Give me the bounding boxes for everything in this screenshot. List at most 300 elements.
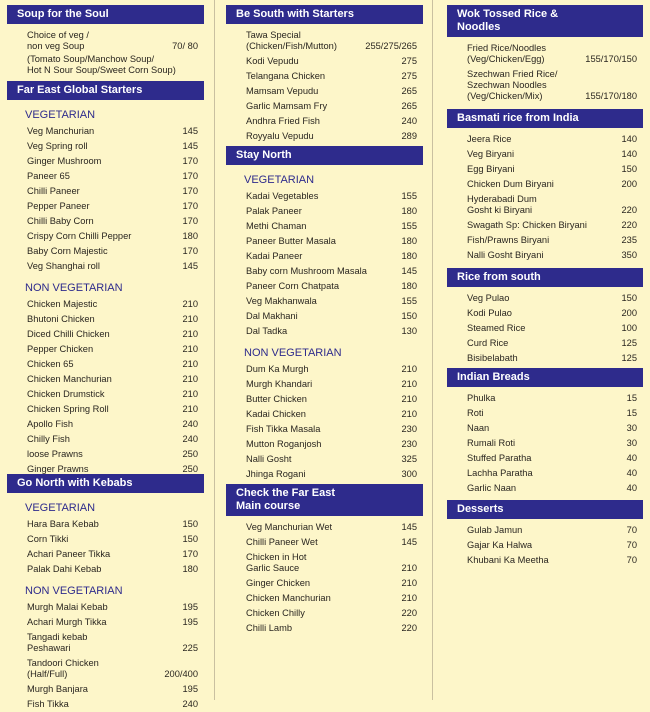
item-price: 145	[401, 266, 417, 276]
menu-item	[27, 432, 198, 447]
menu-section	[236, 5, 417, 144]
item-name: Tangadi kebab Peshawari	[27, 632, 88, 653]
menu-section	[457, 268, 637, 366]
item-name: Gulab Jamun	[467, 525, 523, 535]
item-price: 180	[401, 236, 417, 246]
menu-item	[467, 481, 637, 496]
menu-item	[246, 362, 417, 377]
item-name: Methi Chaman	[246, 221, 307, 231]
item-name: Garlic Naan	[467, 483, 517, 493]
menu-item	[246, 279, 417, 294]
item-name: Swagath Sp: Chicken Biryani	[467, 220, 587, 230]
item-name: Choice of veg / non veg Soup	[27, 30, 90, 51]
menu-item	[246, 114, 417, 129]
item-name: Paneer Corn Chatpata	[246, 281, 340, 291]
menu-item	[246, 264, 417, 279]
item-name: Chilly Fish	[27, 434, 70, 444]
item-price: 220	[621, 205, 637, 215]
item-name: Palak Paneer	[246, 206, 302, 216]
item-price: 210	[401, 364, 417, 374]
menu-item	[246, 309, 417, 324]
item-price: 30	[626, 423, 637, 433]
menu-item	[467, 248, 637, 263]
column-divider	[432, 0, 433, 700]
item-name: Szechwan Fried Rice/ Szechwan Noodles (Veg/Chicken/Mix)	[467, 69, 558, 101]
menu-item	[246, 28, 417, 54]
item-price: 210	[182, 329, 198, 339]
menu-item	[246, 377, 417, 392]
item-price: 30	[626, 438, 637, 448]
diet-subheading: NON VEGETARIAN	[25, 585, 123, 597]
item-price: 150	[621, 293, 637, 303]
menu-item	[246, 606, 417, 621]
item-name: Achari Paneer Tikka	[27, 549, 111, 559]
item-price: 170	[182, 156, 198, 166]
item-name: Veg Manchurian	[27, 126, 95, 136]
menu-item	[27, 562, 198, 577]
item-name: Veg Spring roll	[27, 141, 88, 151]
item-price: 145	[401, 537, 417, 547]
menu-item	[467, 177, 637, 192]
item-price: 125	[621, 338, 637, 348]
item-price: 70	[626, 555, 637, 565]
menu-item	[246, 437, 417, 452]
section-header: Indian Breads	[447, 368, 643, 387]
item-price: 170	[182, 171, 198, 181]
item-price: 150	[401, 311, 417, 321]
item-name: Nalli Gosht Biryani	[467, 250, 544, 260]
menu-item	[27, 402, 198, 417]
item-name: Jhinga Rogani	[246, 469, 306, 479]
item-price: 150	[621, 164, 637, 174]
menu-item	[467, 291, 637, 306]
item-price: 125	[621, 353, 637, 363]
menu-item	[27, 327, 198, 342]
item-price: 180	[182, 564, 198, 574]
item-price: 145	[182, 261, 198, 271]
menu-item	[27, 199, 198, 214]
item-name: Butter Chicken	[246, 394, 307, 404]
section-header: Check the Far East Main course	[226, 484, 423, 516]
item-price: 240	[401, 116, 417, 126]
item-name: Chicken Spring Roll	[27, 404, 109, 414]
item-price: 170	[182, 201, 198, 211]
item-name: Chicken 65	[27, 359, 74, 369]
item-name: Baby corn Mushroom Masala	[246, 266, 367, 276]
item-price: 15	[626, 393, 637, 403]
item-price: 300	[401, 469, 417, 479]
menu-item	[246, 452, 417, 467]
section-header: Desserts	[447, 500, 643, 519]
item-price: 230	[401, 424, 417, 434]
menu-item	[246, 249, 417, 264]
menu-item	[467, 192, 637, 218]
item-name: Tawa Special (Chicken/Fish/Mutton)	[246, 30, 337, 51]
section-note: (Tomato Soup/Manchow Soup/ Hot N Sour Soup/Sweet Corn Soup)	[27, 54, 176, 75]
item-name: Veg Manchurian Wet	[246, 522, 333, 532]
diet-subheading: VEGETARIAN	[244, 174, 315, 186]
item-name: Diced Chilli Chicken	[27, 329, 110, 339]
item-name: Egg Biryani	[467, 164, 515, 174]
item-price: 130	[401, 326, 417, 336]
section-header: Far East Global Starters	[7, 81, 204, 100]
item-price: 265	[401, 86, 417, 96]
item-name: Rumali Roti	[467, 438, 516, 448]
item-price: 210	[182, 404, 198, 414]
item-name: loose Prawns	[27, 449, 83, 459]
item-name: Chicken Manchurian	[27, 374, 112, 384]
item-price: 155/170/150	[585, 54, 637, 64]
menu-item	[246, 591, 417, 606]
item-price: 155/170/180	[585, 91, 637, 101]
menu-item	[467, 233, 637, 248]
menu-item	[27, 600, 198, 615]
item-price: 275	[401, 56, 417, 66]
item-name: Veg Makhanwala	[246, 296, 317, 306]
menu-item	[246, 204, 417, 219]
menu-item	[27, 154, 198, 169]
item-price: 240	[182, 434, 198, 444]
section-header: Be South with Starters	[226, 5, 423, 24]
menu-section	[457, 109, 637, 263]
menu-item	[246, 550, 417, 576]
item-price: 210	[401, 593, 417, 603]
item-price: 210	[401, 578, 417, 588]
item-price: 235	[621, 235, 637, 245]
item-name: Bisibelabath	[467, 353, 518, 363]
item-price: 195	[182, 602, 198, 612]
item-name: Chicken Drumstick	[27, 389, 105, 399]
menu-item	[246, 422, 417, 437]
menu-item	[27, 656, 198, 682]
item-name: Roti	[467, 408, 484, 418]
item-price: 70	[626, 525, 637, 535]
item-price: 195	[182, 684, 198, 694]
menu-item	[467, 391, 637, 406]
item-price: 155	[401, 221, 417, 231]
item-price: 170	[182, 549, 198, 559]
item-price: 265	[401, 101, 417, 111]
menu-item	[246, 467, 417, 482]
item-name: Jeera Rice	[467, 134, 512, 144]
item-name: Murgh Banjara	[27, 684, 88, 694]
menu-item	[27, 244, 198, 259]
item-name: Dum Ka Murgh	[246, 364, 309, 374]
diet-subheading: VEGETARIAN	[25, 109, 96, 121]
item-price: 40	[626, 468, 637, 478]
item-name: Gajar Ka Halwa	[467, 540, 533, 550]
item-price: 220	[401, 608, 417, 618]
item-name: Tandoori Chicken (Half/Full)	[27, 658, 99, 679]
menu-item	[27, 124, 198, 139]
item-name: Phulka	[467, 393, 496, 403]
menu-item	[467, 406, 637, 421]
menu-item	[27, 214, 198, 229]
menu-item	[27, 447, 198, 462]
menu-item	[27, 532, 198, 547]
item-price: 210	[182, 359, 198, 369]
item-name: Chicken Manchurian	[246, 593, 331, 603]
item-name: Nalli Gosht	[246, 454, 292, 464]
item-price: 255/275/265	[365, 41, 417, 51]
item-price: 210	[401, 394, 417, 404]
item-name: Kadai Vegetables	[246, 191, 319, 201]
menu-item	[246, 69, 417, 84]
item-name: Chilli Lamb	[246, 623, 292, 633]
section-header: Stay North	[226, 146, 423, 165]
item-name: Curd Rice	[467, 338, 509, 348]
item-name: Dal Makhani	[246, 311, 298, 321]
menu-item	[27, 184, 198, 199]
menu-item	[467, 553, 637, 568]
item-price: 195	[182, 617, 198, 627]
menu-item	[467, 162, 637, 177]
item-price: 200/400	[164, 669, 198, 679]
item-name: Chicken in Hot Garlic Sauce	[246, 552, 307, 573]
item-name: Paneer 65	[27, 171, 70, 181]
item-price: 240	[182, 699, 198, 709]
section-header: Soup for the Soul	[7, 5, 204, 24]
item-name: Hyderabadi Dum Gosht ki Biryani	[467, 194, 537, 215]
section-header: Go North with Kebabs	[7, 474, 204, 493]
menu-item	[27, 312, 198, 327]
item-price: 15	[626, 408, 637, 418]
item-name: Chicken Chilly	[246, 608, 305, 618]
item-name: Palak Dahi Kebab	[27, 564, 102, 574]
menu-item	[246, 234, 417, 249]
section-header: Basmati rice from India	[447, 109, 643, 128]
menu-item	[27, 139, 198, 154]
item-name: Corn Tikki	[27, 534, 69, 544]
item-price: 220	[621, 220, 637, 230]
menu-item	[246, 576, 417, 591]
item-name: Veg Shanghai roll	[27, 261, 100, 271]
item-name: Veg Pulao	[467, 293, 510, 303]
menu-item	[27, 517, 198, 532]
item-price: 145	[182, 141, 198, 151]
menu-item	[246, 54, 417, 69]
menu-item	[246, 294, 417, 309]
item-price: 145	[182, 126, 198, 136]
item-name: Chilli Paneer Wet	[246, 537, 318, 547]
menu-item	[27, 297, 198, 312]
item-price: 155	[401, 296, 417, 306]
item-name: Bhutoni Chicken	[27, 314, 95, 324]
item-name: Naan	[467, 423, 490, 433]
item-price: 289	[401, 131, 417, 141]
item-price: 170	[182, 186, 198, 196]
item-name: Fried Rice/Noodles (Veg/Chicken/Egg)	[467, 43, 547, 64]
item-name: Andhra Fried Fish	[246, 116, 320, 126]
menu-item	[467, 67, 637, 104]
item-price: 240	[182, 419, 198, 429]
menu-section	[17, 5, 198, 76]
item-price: 230	[401, 439, 417, 449]
item-name: Pepper Paneer	[27, 201, 90, 211]
item-price: 180	[401, 281, 417, 291]
item-name: Crispy Corn Chilli Pepper	[27, 231, 132, 241]
menu-item	[467, 351, 637, 366]
column-divider	[214, 0, 215, 700]
menu-section	[17, 81, 198, 477]
menu-section	[236, 146, 417, 482]
menu-section	[457, 500, 637, 568]
item-name: Garlic Mamsam Fry	[246, 101, 328, 111]
item-price: 70	[626, 540, 637, 550]
menu-item	[27, 28, 198, 54]
menu-item	[27, 259, 198, 274]
menu-item	[467, 538, 637, 553]
menu-item	[467, 523, 637, 538]
item-price: 200	[621, 179, 637, 189]
menu-item	[467, 41, 637, 67]
item-price: 150	[182, 519, 198, 529]
section-header: Wok Tossed Rice & Noodles	[447, 5, 643, 37]
item-name: Apollo Fish	[27, 419, 73, 429]
menu-item	[467, 321, 637, 336]
item-name: Fish Tikka Masala	[246, 424, 321, 434]
item-name: Baby Corn Majestic	[27, 246, 108, 256]
item-name: Murgh Khandari	[246, 379, 313, 389]
menu-item	[27, 387, 198, 402]
item-price: 250	[182, 464, 198, 474]
diet-subheading: VEGETARIAN	[25, 502, 96, 514]
item-name: Kadai Paneer	[246, 251, 303, 261]
item-name: Telangana Chicken	[246, 71, 326, 81]
item-name: Fish Tikka	[27, 699, 69, 709]
item-price: 140	[621, 134, 637, 144]
menu-section	[17, 474, 198, 712]
menu-item	[246, 407, 417, 422]
menu-item	[27, 417, 198, 432]
item-price: 40	[626, 453, 637, 463]
item-price: 180	[182, 231, 198, 241]
item-price: 180	[401, 206, 417, 216]
menu-section	[457, 368, 637, 496]
menu-item	[27, 169, 198, 184]
item-price: 325	[401, 454, 417, 464]
item-price: 350	[621, 250, 637, 260]
menu-item	[246, 84, 417, 99]
item-name: Chilli Paneer	[27, 186, 80, 196]
menu-item	[246, 219, 417, 234]
menu-section	[457, 5, 637, 104]
menu-item	[467, 436, 637, 451]
menu-item	[27, 630, 198, 656]
item-name: Dal Tadka	[246, 326, 288, 336]
menu-item	[27, 372, 198, 387]
menu-item	[467, 466, 637, 481]
item-price: 170	[182, 216, 198, 226]
menu-item	[246, 189, 417, 204]
item-name: Veg Biryani	[467, 149, 515, 159]
item-price: 210	[182, 314, 198, 324]
menu-item	[467, 451, 637, 466]
menu-item	[246, 621, 417, 636]
item-price: 40	[626, 483, 637, 493]
item-name: Ginger Mushroom	[27, 156, 102, 166]
item-price: 180	[401, 251, 417, 261]
item-name: Chicken Majestic	[27, 299, 98, 309]
item-price: 210	[182, 389, 198, 399]
section-header: Rice from south	[447, 268, 643, 287]
item-price: 100	[621, 323, 637, 333]
item-name: Kodi Pulao	[467, 308, 512, 318]
item-price: 225	[182, 643, 198, 653]
item-name: Murgh Malai Kebab	[27, 602, 108, 612]
menu-item	[246, 129, 417, 144]
item-name: Stuffed Paratha	[467, 453, 532, 463]
menu-item	[246, 392, 417, 407]
diet-subheading: NON VEGETARIAN	[25, 282, 123, 294]
item-price: 150	[182, 534, 198, 544]
item-name: Mutton Roganjosh	[246, 439, 322, 449]
item-price: 145	[401, 522, 417, 532]
menu-item	[246, 520, 417, 535]
item-name: Pepper Chicken	[27, 344, 94, 354]
menu-item	[246, 535, 417, 550]
item-name: Khubani Ka Meetha	[467, 555, 549, 565]
menu-item	[467, 306, 637, 321]
item-name: Ginger Chicken	[246, 578, 311, 588]
item-price: 210	[182, 374, 198, 384]
item-name: Paneer Butter Masala	[246, 236, 336, 246]
menu-item	[467, 421, 637, 436]
item-price: 140	[621, 149, 637, 159]
menu-item	[27, 697, 198, 712]
menu-item	[27, 342, 198, 357]
item-name: Chicken Dum Biryani	[467, 179, 554, 189]
item-name: Kadai Chicken	[246, 409, 306, 419]
menu-item	[467, 336, 637, 351]
item-name: Kodi Vepudu	[246, 56, 299, 66]
menu-item	[246, 324, 417, 339]
menu-item	[27, 615, 198, 630]
item-price: 210	[401, 409, 417, 419]
item-price: 210	[182, 299, 198, 309]
menu-item	[27, 357, 198, 372]
menu-item	[27, 229, 198, 244]
item-name: Fish/Prawns Biryani	[467, 235, 550, 245]
item-price: 170	[182, 246, 198, 256]
item-price: 250	[182, 449, 198, 459]
item-name: Steamed Rice	[467, 323, 526, 333]
item-price: 210	[182, 344, 198, 354]
item-name: Royyalu Vepudu	[246, 131, 314, 141]
menu-item	[467, 147, 637, 162]
item-price: 275	[401, 71, 417, 81]
item-name: Lachha Paratha	[467, 468, 533, 478]
item-price: 210	[401, 379, 417, 389]
item-name: Mamsam Vepudu	[246, 86, 319, 96]
diet-subheading: NON VEGETARIAN	[244, 347, 342, 359]
menu-item	[467, 132, 637, 147]
item-name: Achari Murgh Tikka	[27, 617, 107, 627]
menu-item	[27, 682, 198, 697]
item-price: 210	[401, 563, 417, 573]
item-price: 70/ 80	[172, 41, 198, 51]
menu-section	[236, 484, 417, 636]
menu-item	[246, 99, 417, 114]
item-name: Ginger Prawns	[27, 464, 89, 474]
menu-item	[467, 218, 637, 233]
item-price: 220	[401, 623, 417, 633]
item-price: 155	[401, 191, 417, 201]
item-name: Hara Bara Kebab	[27, 519, 99, 529]
menu-item	[27, 547, 198, 562]
item-price: 200	[621, 308, 637, 318]
item-name: Chilli Baby Corn	[27, 216, 94, 226]
